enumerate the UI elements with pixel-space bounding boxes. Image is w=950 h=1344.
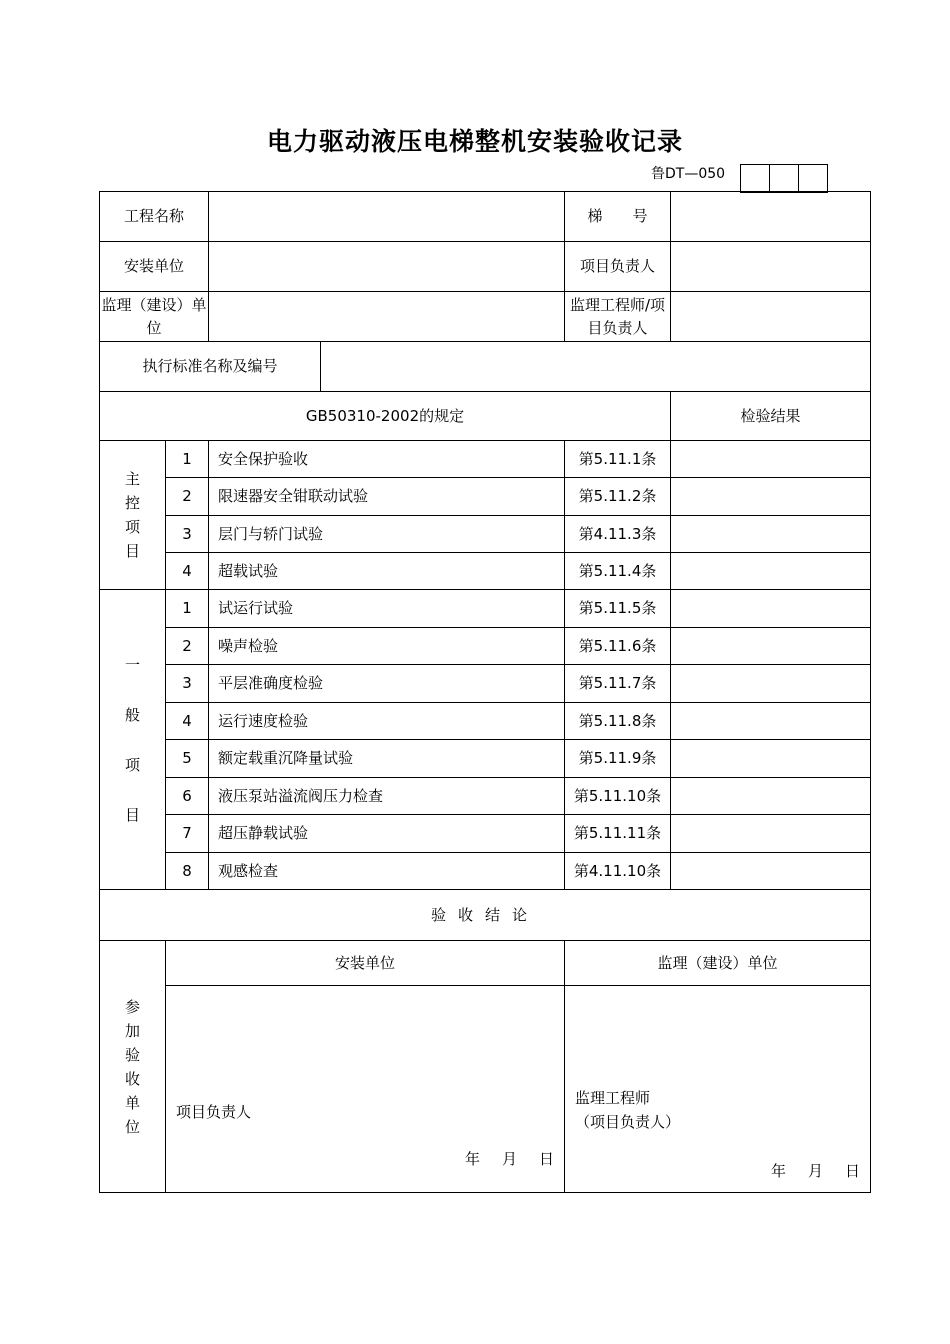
install-signer-label: 项目负责人 — [176, 1103, 252, 1121]
supervision-signer-label: 监理工程师 （项目负责人） — [575, 1089, 681, 1131]
item-no: 3 — [166, 665, 209, 703]
item-name: 观感检查 — [209, 853, 565, 890]
item-no: 2 — [166, 478, 209, 516]
project-name-label: 工程名称 — [100, 192, 209, 242]
item-result[interactable] — [671, 516, 871, 553]
project-leader-field[interactable] — [671, 242, 871, 292]
item-name: 额定载重沉降量试验 — [209, 740, 565, 778]
project-name-field[interactable] — [209, 192, 565, 242]
result-label: 检验结果 — [671, 392, 871, 441]
item-result[interactable] — [671, 665, 871, 703]
item-result[interactable] — [671, 703, 871, 740]
participant-supervision-unit: 监理（建设）单位 — [565, 941, 871, 986]
install-unit-field[interactable] — [209, 242, 565, 292]
item-no: 1 — [166, 590, 209, 628]
item-result[interactable] — [671, 628, 871, 665]
item-clause: 第4.11.10条 — [565, 853, 671, 890]
participants-group-label: 参 加 验 收 单 位 — [100, 941, 166, 1193]
item-clause: 第5.11.10条 — [565, 778, 671, 815]
install-unit-label: 安装单位 — [100, 242, 209, 292]
participant-install-unit: 安装单位 — [166, 941, 565, 986]
item-no: 4 — [166, 553, 209, 590]
item-clause: 第5.11.9条 — [565, 740, 671, 778]
item-clause: 第5.11.11条 — [565, 815, 671, 853]
item-name: 安全保护验收 — [209, 441, 565, 478]
elevator-no-label: 梯 号 — [565, 192, 671, 242]
form-code: 鲁DT—050 — [651, 166, 726, 182]
item-result[interactable] — [671, 740, 871, 778]
item-name: 平层准确度检验 — [209, 665, 565, 703]
acceptance-form — [99, 191, 871, 1193]
item-result[interactable] — [671, 815, 871, 853]
supervision-engineer-field[interactable] — [671, 292, 871, 342]
install-signature-area[interactable] — [166, 986, 565, 1193]
item-result[interactable] — [671, 553, 871, 590]
item-name: 层门与轿门试验 — [209, 516, 565, 553]
item-clause: 第5.11.8条 — [565, 703, 671, 740]
item-clause: 第5.11.2条 — [565, 478, 671, 516]
form-number-boxes — [740, 164, 828, 193]
conclusion-label: 验收结论 — [100, 890, 871, 941]
item-clause: 第5.11.1条 — [565, 441, 671, 478]
general-items-group-label: 一 般 项 目 — [100, 590, 166, 890]
item-no: 5 — [166, 740, 209, 778]
item-clause: 第5.11.7条 — [565, 665, 671, 703]
supervision-unit-field[interactable] — [209, 292, 565, 342]
item-no: 3 — [166, 516, 209, 553]
project-leader-label: 项目负责人 — [565, 242, 671, 292]
item-no: 7 — [166, 815, 209, 853]
install-date: 年 月 日 — [464, 1149, 555, 1168]
item-name: 超载试验 — [209, 553, 565, 590]
item-no: 2 — [166, 628, 209, 665]
item-clause: 第5.11.6条 — [565, 628, 671, 665]
item-result[interactable] — [671, 590, 871, 628]
item-name: 液压泵站溢流阀压力检查 — [209, 778, 565, 815]
item-clause: 第5.11.5条 — [565, 590, 671, 628]
item-result[interactable] — [671, 853, 871, 890]
item-no: 4 — [166, 703, 209, 740]
supervision-date: 年 月 日 — [770, 1161, 861, 1180]
item-name: 试运行试验 — [209, 590, 565, 628]
item-name: 运行速度检验 — [209, 703, 565, 740]
page-title: 电力驱动液压电梯整机安装验收记录 — [266, 127, 683, 156]
item-clause: 第4.11.3条 — [565, 516, 671, 553]
standard-label: 执行标准名称及编号 — [100, 342, 321, 392]
item-name: 限速器安全钳联动试验 — [209, 478, 565, 516]
item-name: 噪声检验 — [209, 628, 565, 665]
supervision-signature-area[interactable] — [565, 986, 871, 1193]
item-no: 1 — [166, 441, 209, 478]
item-result[interactable] — [671, 778, 871, 815]
item-clause: 第5.11.4条 — [565, 553, 671, 590]
supervision-engineer-label: 监理工程师/项目负责人 — [565, 292, 671, 342]
item-result[interactable] — [671, 478, 871, 516]
item-name: 超压静载试验 — [209, 815, 565, 853]
main-items-group-label: 主 控 项 目 — [100, 441, 166, 590]
standard-field[interactable] — [321, 342, 871, 392]
item-result[interactable] — [671, 441, 871, 478]
elevator-no-field[interactable] — [671, 192, 871, 242]
regulation-label: GB50310-2002的规定 — [100, 392, 671, 441]
item-no: 6 — [166, 778, 209, 815]
supervision-unit-label: 监理（建设）单位 — [100, 292, 209, 342]
item-no: 8 — [166, 853, 209, 890]
